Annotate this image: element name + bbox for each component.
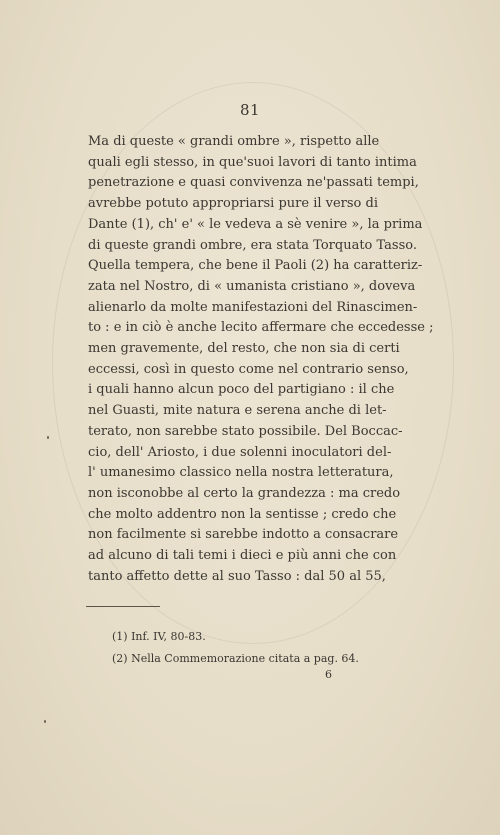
page-number: 81	[239, 101, 261, 119]
text-line: zata nel Nostro, di « umanista cristiano », doveva	[88, 278, 416, 294]
text-line: avrebbe potuto appropriarsi pure il verso di	[88, 196, 378, 212]
text-line: quali egli stesso, in que'suoi lavori di tanto intima	[88, 154, 417, 170]
body-text	[88, 132, 434, 587]
footnotes	[112, 626, 359, 670]
text-line: cio, dell' Ariosto, i due solenni inoculatori del-	[88, 444, 392, 460]
text-line: Ma di queste « grandi ombre », rispetto alle	[88, 134, 380, 149]
text-line: ad alcuno di tali temi i dieci e più anni che con	[88, 548, 397, 564]
text-line: di queste grandi ombre, era stata Torquato Tasso.	[88, 237, 417, 253]
text-line: penetrazione e quasi convivenza ne'passati tempi,	[88, 175, 419, 191]
text-line: non facilmente si sarebbe indotto a consacrare	[88, 527, 399, 543]
text-line: eccessi, così in questo come nel contrario senso,	[88, 361, 409, 377]
text-line: alienarlo da molte manifestazioni del Rinascimen-	[88, 299, 418, 315]
footnote-rule	[86, 606, 160, 607]
text-line: non isconobbe al certo la grandezza : ma credo	[88, 485, 401, 501]
signature-mark: 6	[325, 668, 332, 681]
footnote-line: (1) Inf. IV, 80-83.	[112, 630, 206, 643]
paper-speck	[44, 720, 46, 723]
text-line: to : e in ciò è anche lecito affermare che eccedesse ;	[88, 320, 434, 336]
text-line: l' umanesimo classico nella nostra letteratura,	[88, 465, 394, 481]
text-line: terato, non sarebbe stato possibile. Del Boccac-	[88, 423, 403, 439]
paper-speck	[47, 436, 49, 439]
text-line: tanto affetto dette al suo Tasso : dal 50 al 55,	[88, 568, 386, 584]
text-line: i quali hanno alcun poco del partigiano : il che	[88, 382, 395, 398]
text-line: Dante (1), ch' e' « le vedeva a sè venire », la prima	[88, 216, 423, 232]
text-line: nel Guasti, mite natura e serena anche di let-	[88, 403, 387, 419]
text-line: che molto addentro non la sentisse ; credo che	[88, 506, 397, 522]
footnote-line: (2) Nella Commemorazione citata a pag. 64.	[112, 652, 359, 665]
text-line: men gravemente, del resto, che non sia di certi	[88, 341, 400, 357]
text-line: Quella tempera, che bene il Paoli (2) ha caratteriz-	[88, 258, 423, 274]
